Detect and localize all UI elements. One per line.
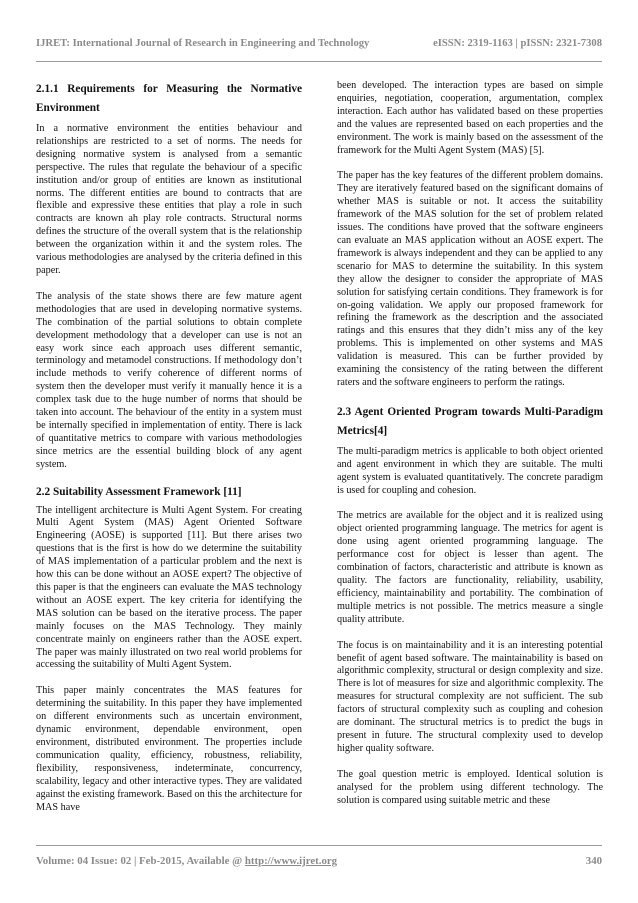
section-heading-2-3: 2.3 Agent Oriented Program towards Multi-Paradigm Metrics[4] [337,405,603,437]
volume-text: Volume: 04 Issue: 02 | Feb-2015, Available @ [36,855,245,867]
paragraph: The metrics are available for the object and it is realized using object oriented programming language. The metrics for agent is done using agent oriented programming language. The performance cost for object is lesser than agent. The combination of factors, characteristic and attribute is known as quality. The factors are functionality, reliability, usability, efficiency, maintainability and portability. The combination of multiple metrics is not possible. The metrics measure a single quality attribute. [337,510,603,625]
section-heading-2-1-1: 2.1.1 Requirements for Measuring the Normative Environment [36,83,302,114]
paragraph: The analysis of the state shows there are few mature agent methodologies that are used in developing normative systems. The combination of the partial solutions to obtain complete development methodology that a developer can use is not an easy work since each approach uses different semantic, terminology and metamodel constructions. If methodology don’t include methods to verify coherence of different norms of system then the developer must verify it manually hence it is a complex task due to the huge number of norms that should be taken into account. The behaviour of the entity in a system must be internally specified in implementation of entity. There is lack of quantitative metrics to compare with various methodologies since metrics are the essential building block of any agent system. [36,290,302,470]
right-column [337,80,603,821]
paragraph: The goal question metric is employed. Identical solution is analysed for the problem using different technology. The solution is compared using suitable metric and these [337,768,603,806]
paragraph: This paper mainly concentrates the MAS features for determining the suitability. In this paper they have implemented on different environments such as uncertain environment, dynamic environment, dependable environment, open environment, distributed environment. The properties include communication quality, efficiency, robustness, reliability, flexibility, responsiveness, indeterminate, concurrency, scalability, legacy and other interactive types. They are validated against the existing framework. Based on this the architecture for MAS have [36,685,302,813]
running-header [36,38,602,54]
header-divider [36,61,602,62]
journal-title: IJRET: International Journal of Research in Engineering and Technology [36,38,370,49]
running-footer [36,855,602,871]
section-heading-2-2: 2.2 Suitability Assessment Framework [11] [36,485,242,498]
volume-info [36,855,337,871]
paragraph: The focus is on maintainability and it is an interesting potential benefit of agent based software. The maintainability is based on algorithmic complexity, structural or design complexity and size. There is lot of measures for size and algorithmic complexity. The measures for structural complexity are not sufficient. The sub factors of structural complexity such as coupling and cohesion are dominant. The structural metrics is to predict the bugs in present in future. The structural complexity used to develop higher quality software. [337,639,603,754]
left-column [36,80,302,827]
paragraph: In a normative environment the entities behaviour and relationships are restricted to a set of norms. The needs for designing normative system is analysed from a semantic perspective. The rules that regulate the behaviour of a specific institution and/or group of entities are known as institutional norms. The different entities are bound to contracts that are flexible and expressive these entities that play a role in such contracts are known ah play role contracts. Structural norms defines the structure of the overall system that is the relationship between the organization within it and the system roles. The various methodologies are analysed by the criteria defined in this paper. [36,123,302,276]
footer-divider [36,845,602,846]
paragraph: The multi-paradigm metrics is applicable to both object oriented and agent environment in which they are suitable. The multi agent system is evaluated quantitatively. The concrete paradigm is used for coupling and cohesion. [337,445,603,496]
page-number: 340 [585,855,602,867]
journal-link[interactable]: http://www.ijret.org [244,855,338,867]
paragraph: The intelligent architecture is Multi Agent System. For creating Multi Agent System (MAS) Agent Oriented Software Engineering (AOSE) is supported [11]. But there arises two questions that is the first is how do we determine the suitability of MAS implementation of a particular problem and the next is how this can be done without an AOSE expert? The objective of this paper is that the engineers can evaluate the MAS technology without an AOSE expert. The key criteria for identifying the MAS solution can be based on the iterative process. The paper mainly focuses on the MAS Technology. They mainly concentrate mainly on engineers rather than the AOSE expert. The paper was mainly illustrated on two real world problems for accessing the suitability of Multi Agent System. [36,504,302,671]
issn-info: eISSN: 2319-1163 | pISSN: 2321-7308 [433,38,602,49]
paragraph: The paper has the key features of the different problem domains. They are iteratively featured based on the significant domains of whether MAS is suitable or not. It access the suitability framework of the MAS solution for the set of problem related issues. The conditions have proved that the software engineers can evaluate an MAS application without an AOSE expert. The framework is always independent and they can be applied to any scenario for MAS to determine the suitability. In this system they allow the designer to consider the appropriate of MAS solution for satisfying certain conditions. They framework is for on-going validation. We apply our proposed framework for refining the framework as the description and the associated ratings and this ensures that they didn’t miss any of the key problems. This is implemented on other systems and MAS validation is measured. This can be further provided by examining the consistency of the rating between the different raters and the software engineers to perform the ratings. [337,170,603,388]
paragraph: been developed. The interaction types are based on simple enquiries, negotiation, cooperation, argumentation, complex interaction. Each author has validated based on these properties and the values are represented based on each properties and the environment. The work is mainly based on the assessment of the framework for the Multi Agent System (MAS) [5]. [337,80,603,156]
